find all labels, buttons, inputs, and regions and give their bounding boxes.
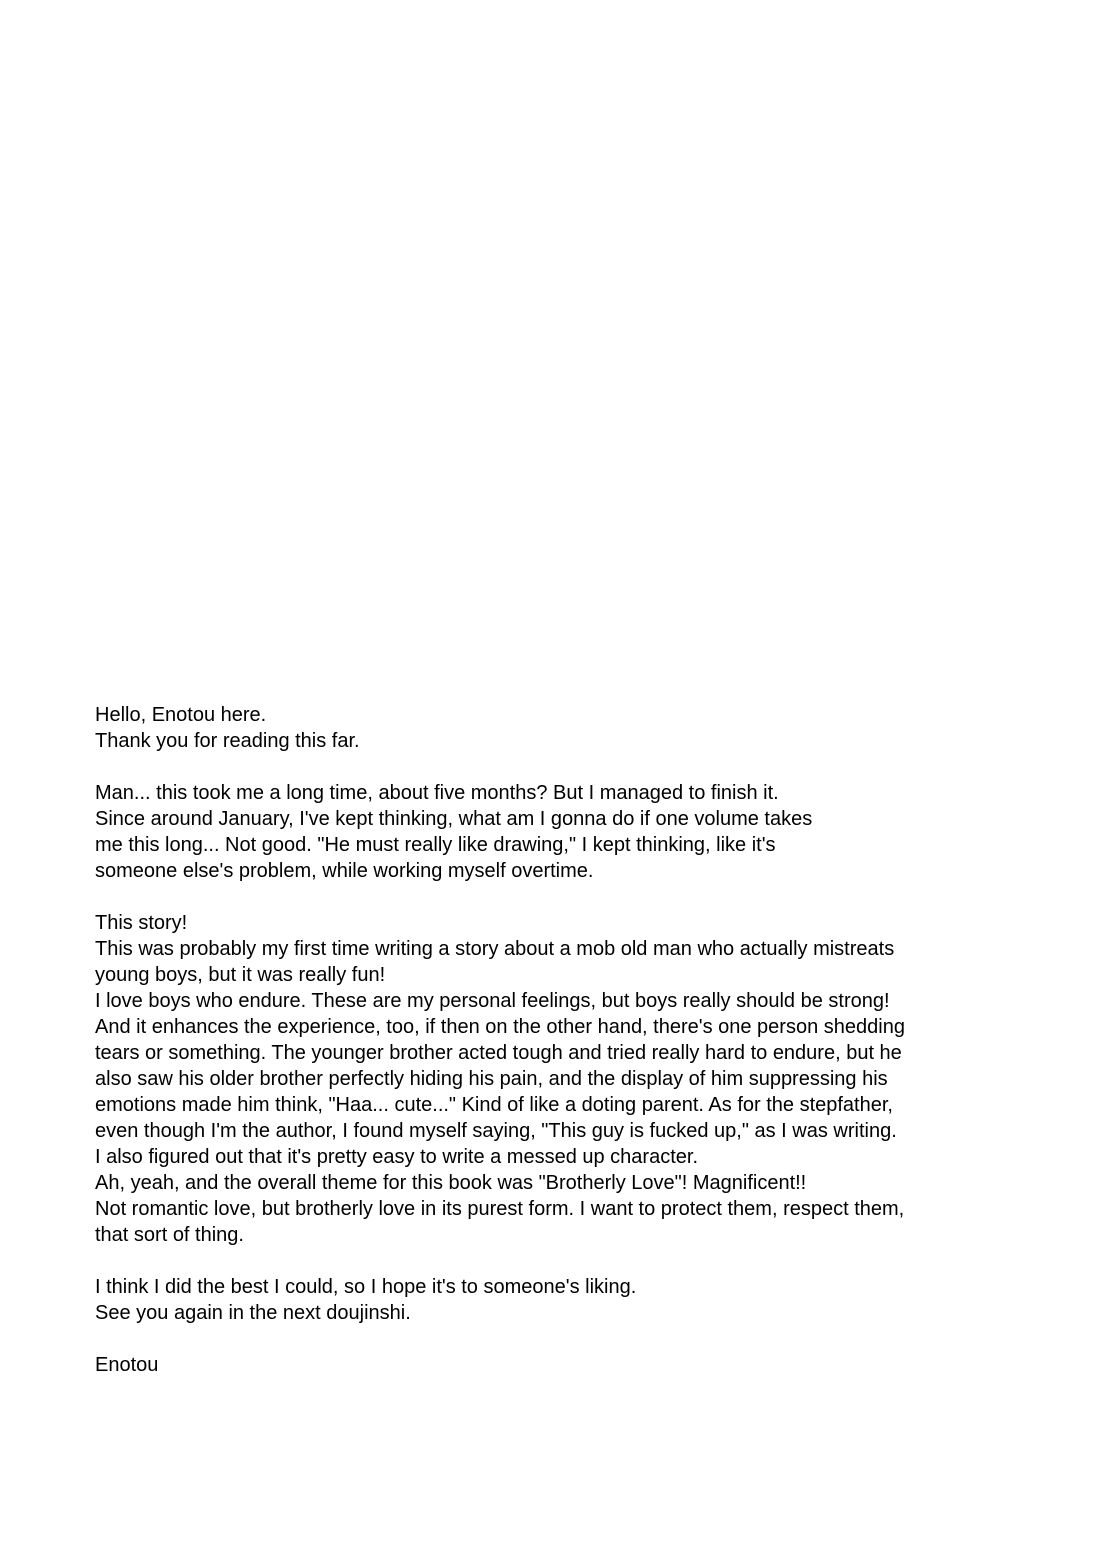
text-line: Enotou [95,1354,159,1376]
text-line: emotions made him think, "Haa... cute..." Kind of like a doting parent. As for the stepfather, [95,1094,893,1116]
text-line: Thank you for reading this far. [95,730,360,752]
text-line: even though I'm the author, I found myself saying, "This guy is fucked up," as I was writing. [95,1120,897,1142]
text-line: Man... this took me a long time, about five months? But I managed to finish it. [95,782,779,804]
text-line: Not romantic love, but brotherly love in its purest form. I want to protect them, respect them, [95,1198,905,1220]
text-line: I love boys who endure. These are my personal feelings, but boys really should be strong! [95,990,890,1012]
text-line: I also figured out that it's pretty easy to write a messed up character. [95,1146,699,1168]
text-line: See you again in the next doujinshi. [95,1302,411,1324]
text-line: me this long... Not good. "He must really like drawing," I kept thinking, like it's [95,834,776,856]
text-line: Hello, Enotou here. [95,704,267,726]
text-line: And it enhances the experience, too, if then on the other hand, there's one person shedding [95,1016,905,1038]
text-line: young boys, but it was really fun! [95,964,386,986]
text-line [95,1326,1055,1352]
text-line: that sort of thing. [95,1224,244,1246]
afterword-text [95,702,1055,1378]
text-line: someone else's problem, while working myself overtime. [95,860,594,882]
text-line: Ah, yeah, and the overall theme for this book was "Brotherly Love"! Magnificent!! [95,1172,807,1194]
text-line [95,884,1055,910]
text-line: This was probably my first time writing a story about a mob old man who actually mistreats [95,938,895,960]
text-line: also saw his older brother perfectly hiding his pain, and the display of him suppressing his [95,1068,888,1090]
text-line: tears or something. The younger brother acted tough and tried really hard to endure, but he [95,1042,902,1064]
text-line: This story! [95,912,188,934]
text-line [95,754,1055,780]
text-line [95,1248,1055,1274]
text-line: Since around January, I've kept thinking, what am I gonna do if one volume takes [95,808,813,830]
text-line: I think I did the best I could, so I hope it's to someone's liking. [95,1276,637,1298]
